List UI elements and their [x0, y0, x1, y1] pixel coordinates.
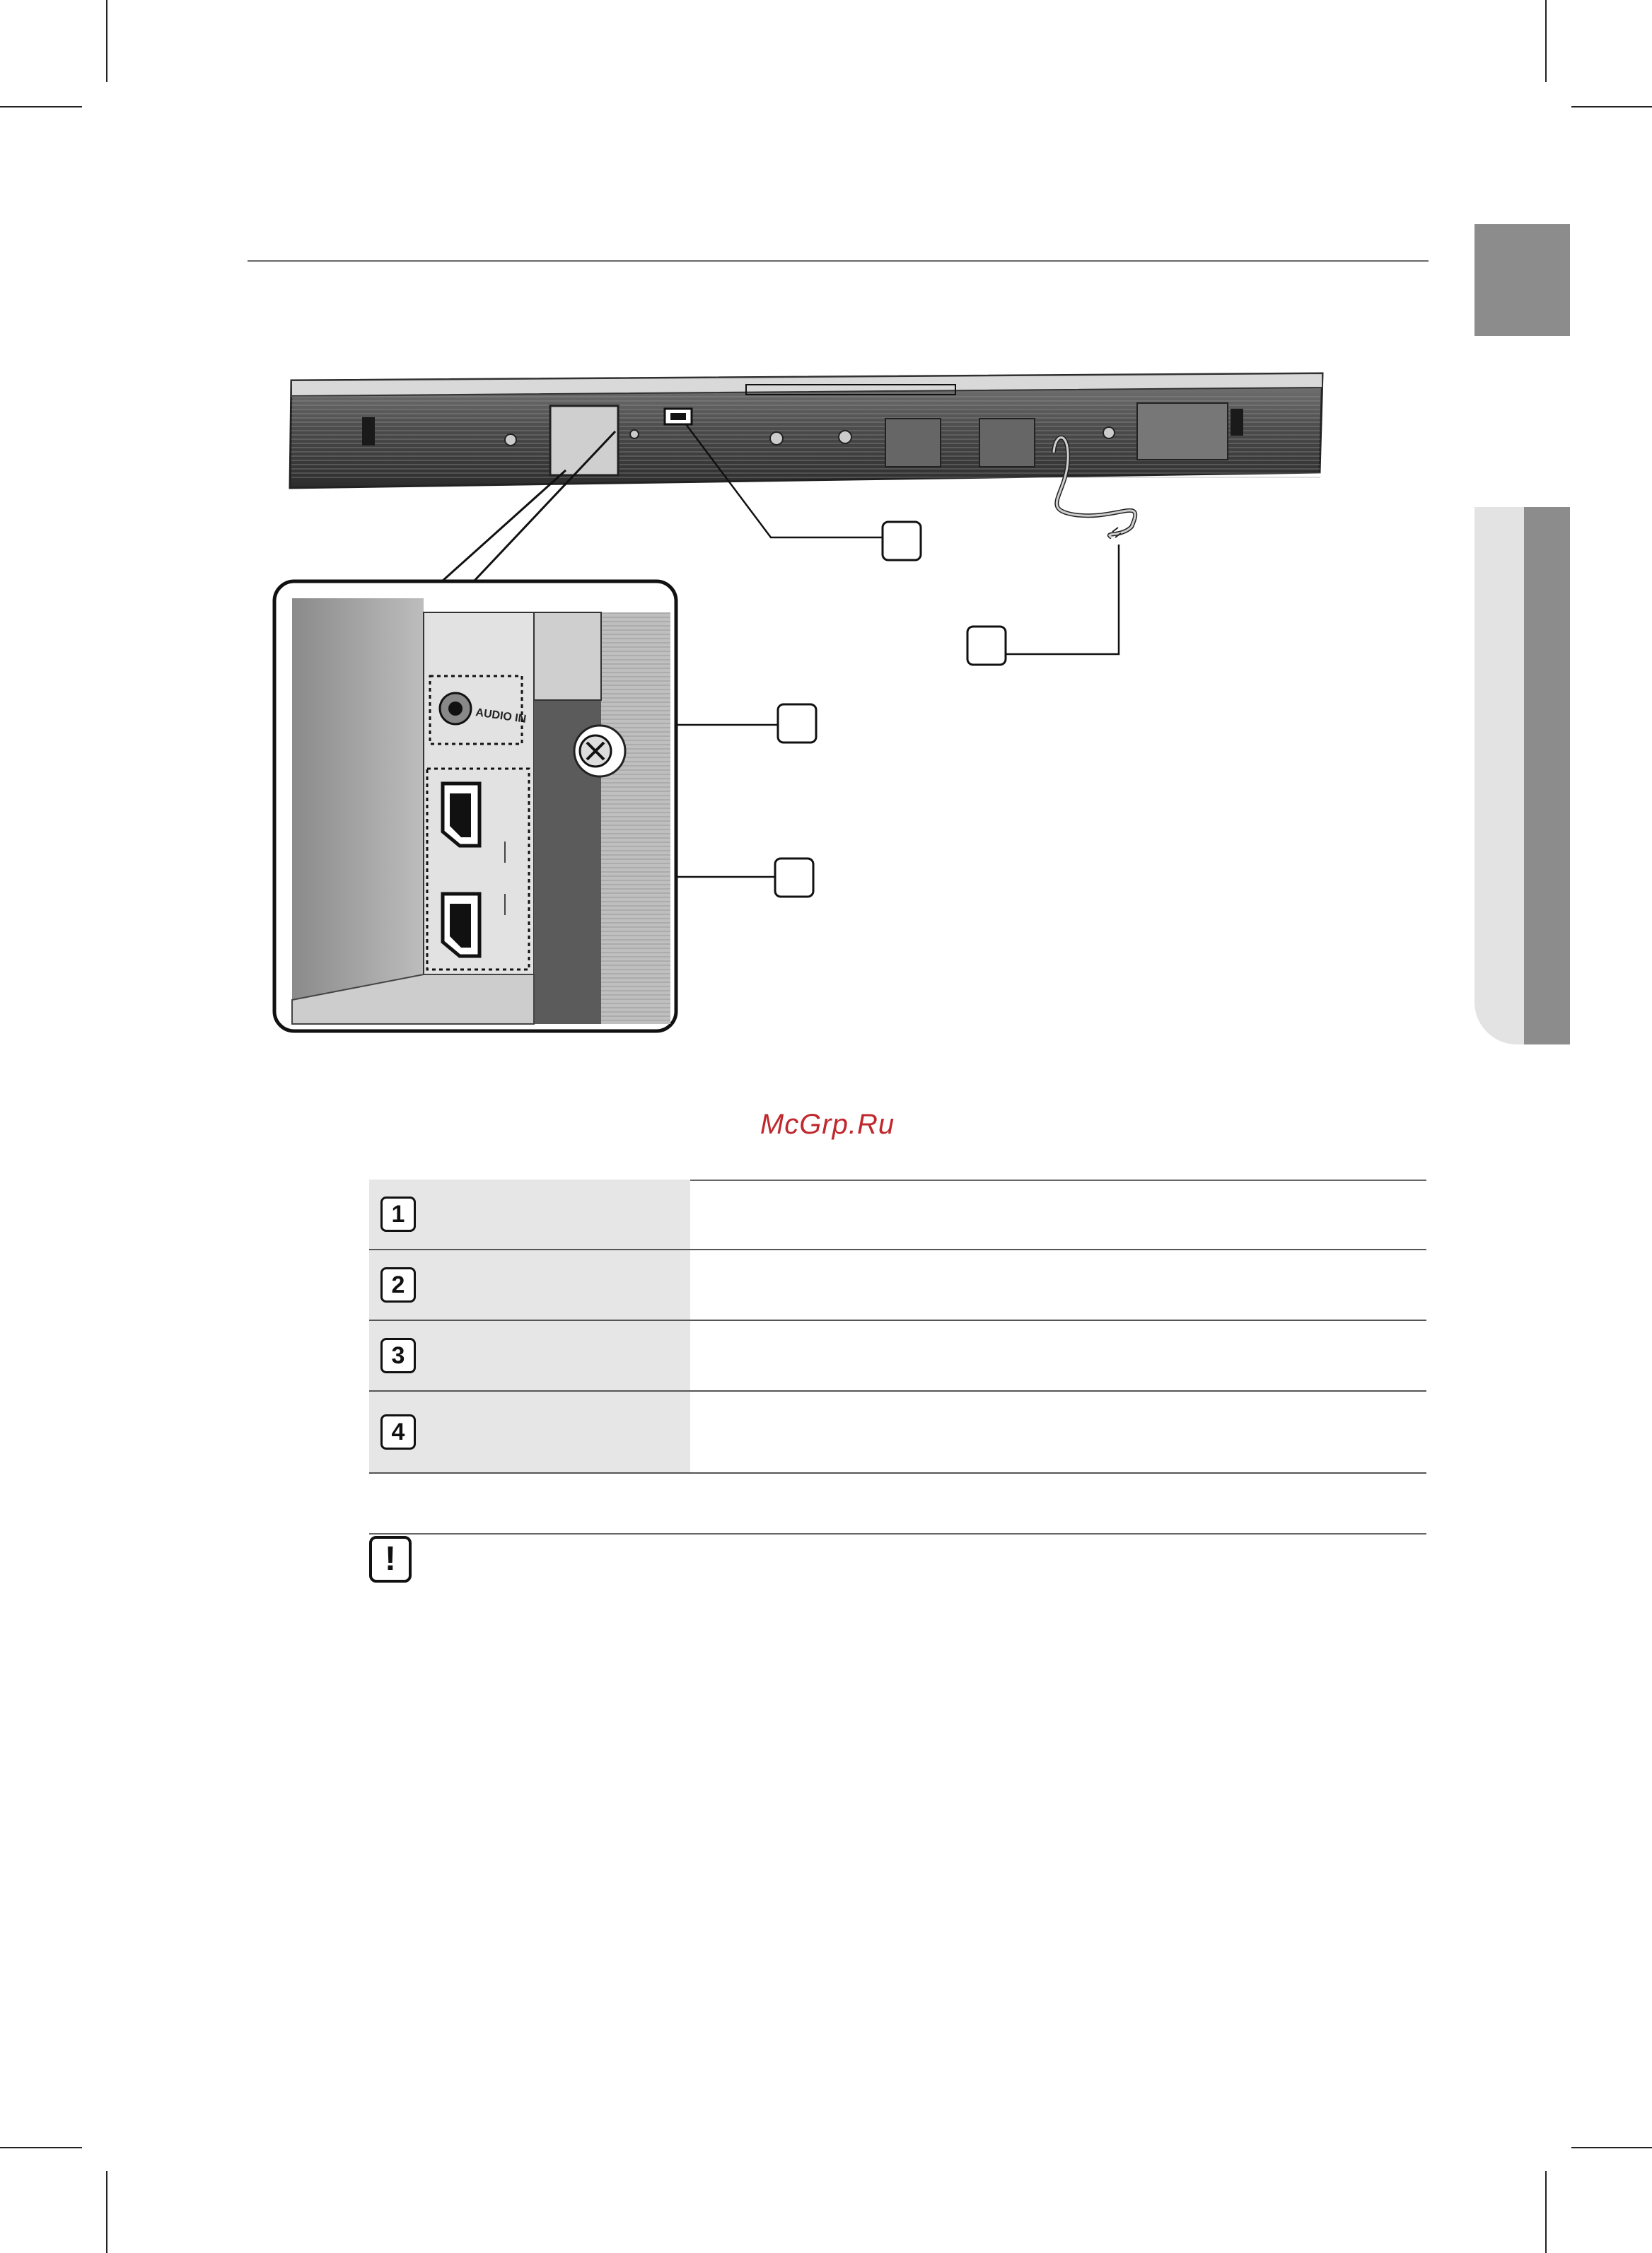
crop-mark-bottom-right-h — [1571, 2147, 1652, 2148]
callout-box-3 — [778, 704, 816, 743]
table-label-cell — [369, 1250, 690, 1320]
row-number-badge: 2 — [380, 1267, 416, 1303]
soundbar-body — [290, 373, 1322, 537]
callout-box-4 — [775, 858, 813, 897]
row-number-badge: 1 — [380, 1197, 416, 1232]
table-desc-cell — [690, 1392, 1426, 1472]
table-label-cell — [369, 1392, 690, 1472]
crop-mark-bottom-left-h — [0, 2147, 82, 2148]
crop-mark-bottom-right-v — [1545, 2171, 1547, 2253]
watermark: McGrp.Ru — [760, 1109, 895, 1140]
table-desc-cell — [690, 1321, 1426, 1390]
audio-in-label: AUDIO IN — [475, 706, 528, 726]
rear-panel-illustration — [0, 0, 1652, 1075]
callout-box-1 — [883, 522, 921, 560]
table-row — [369, 1250, 1426, 1321]
callout-box-2 — [967, 627, 1006, 665]
table-desc-cell — [690, 1250, 1426, 1320]
table-row — [369, 1180, 1426, 1250]
table-desc-cell — [690, 1180, 1426, 1249]
row-number-badge: 4 — [380, 1414, 416, 1450]
row-number-badge: 3 — [380, 1338, 416, 1373]
connector-table — [369, 1180, 1426, 1474]
table-label-cell — [369, 1180, 690, 1249]
table-row — [369, 1392, 1426, 1474]
caution-icon: ! — [369, 1536, 412, 1583]
callout-boxes — [775, 522, 1006, 897]
note-rule — [369, 1533, 1426, 1535]
table-row — [369, 1321, 1426, 1392]
inset-detail — [274, 581, 676, 1031]
crop-mark-bottom-left-v — [106, 2171, 107, 2253]
table-label-cell — [369, 1321, 690, 1390]
